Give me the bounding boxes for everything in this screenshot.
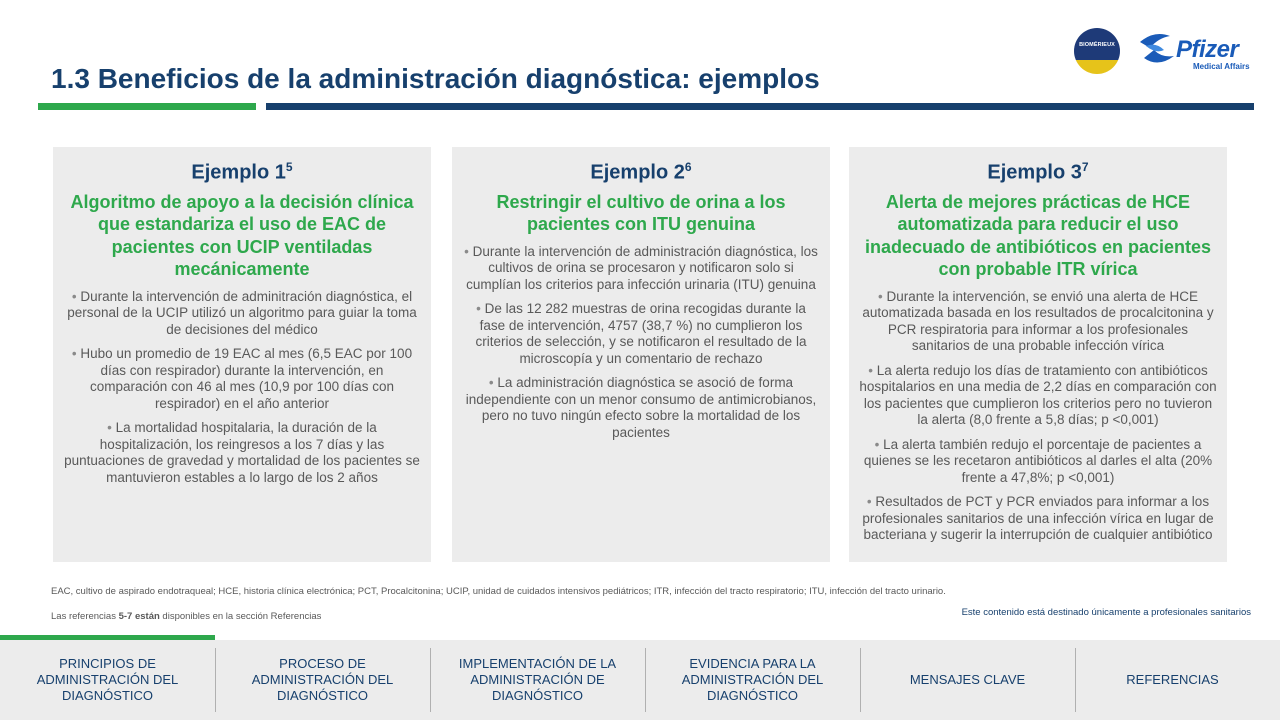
example-heading: Ejemplo $1^5$ — [191, 160, 293, 184]
example-bullets — [63, 289, 421, 487]
bullet-item: • Durante la intervención de adminitración diagnóstica, el personal de la UCIP utilizó un algoritmo para guiar la toma de decisiones del médico — [63, 289, 421, 339]
example-subtitle: Algoritmo de apoyo a la decisión clínica que estandariza el uso de EAC de pacientes con UCIP ventiladas mecánicamente — [70, 191, 414, 280]
example-heading: Ejemplo $3^7$ — [987, 160, 1089, 184]
pfizer-logo-text: Pfizer — [1176, 36, 1239, 63]
nav-item-implementacion[interactable]: IMPLEMENTACIÓN DE LA ADMINISTRACIÓN DE DIAGNÓSTICO — [458, 656, 617, 703]
bullet-item: • La administración diagnóstica se asoció de forma independiente con un menor consumo de antimicrobianos, pero no tuvo ningún efecto sobre la mortalidad de los pacientes — [462, 375, 820, 441]
title-underline-navy — [266, 103, 1254, 110]
biomerieux-logo-text: BIOMÉRIEUX — [1079, 42, 1115, 48]
example-bullets — [462, 244, 820, 442]
nav-item-evidencia[interactable]: EVIDENCIA PARA LA ADMINISTRACIÓN DEL DIAGNÓSTICO — [681, 656, 824, 703]
bullet-item: • La mortalidad hospitalaria, la duración de la hospitalización, los reingresos a los 7 días y las puntuaciones de gravedad y mortalidad de los pacientes se mantuvieron estables a lo largo de los 2 años — [63, 420, 421, 486]
title-underline-green — [38, 103, 256, 110]
bullet-item: • La alerta redujo los días de tratamiento con antibióticos hospitalarios en una media de 2,2 días en comparación con los pacientes que cumplieron los criterios pero no tuvieron la alerta (8,0 frente a 5,8 días; p <0,001) — [859, 363, 1217, 429]
biomerieux-logo — [1074, 28, 1120, 74]
hcp-notice: Este contenido está destinado únicamente a profesionales sanitarios — [961, 607, 1251, 618]
bullet-item: • Resultados de PCT y PCR enviados para informar a los profesionales sanitarios de una infección vírica en lugar de bacteriana y sugerir la interrupción de cualquier antibiótico — [859, 494, 1217, 544]
example-subtitle: Restringir el cultivo de orina a los pacientes con ITU genuina — [496, 191, 786, 235]
bullet-item: • Hubo un promedio de 19 EAC al mes (6,5 EAC por 100 días con respirador) durante la intervención, en comparación con 46 al mes (10,9 por 100 días con respirador) en el año anterior — [63, 346, 421, 412]
bullet-item: • La alerta también redujo el porcentaje de pacientes a quienes se les recetaron antibióticos al darles el alta (20% frente a 47,8%; p <0,001) — [859, 437, 1217, 487]
bottom-navigation — [0, 640, 1280, 720]
example-heading: Ejemplo $2^6$ — [590, 160, 692, 184]
nav-item-mensajes-clave[interactable]: MENSAJES CLAVE — [909, 672, 1026, 687]
bullet-item: • Durante la intervención de administración diagnóstica, los cultivos de orina se procesaron y notificaron solo si cumplían los criterios para infección urinaria (ITU) genuina — [462, 244, 820, 294]
pfizer-logo-subtitle: Medical Affairs — [1193, 62, 1250, 71]
bullet-item: • Durante la intervención, se envió una alerta de HCE automatizada basada en los resultados de procalcitonina y PCR respiratoria para informar a los profesionales sanitarios de una probable infección vírica — [859, 289, 1217, 355]
example-panel-2 — [452, 147, 830, 562]
example-panel-3 — [849, 147, 1227, 562]
bullet-item: • De las 12 282 muestras de orina recogidas durante la fase de intervención, 4757 (38,7 %) no cumplieron los criterios de selección, y se notificaron el resultado de la microscopía y un comentario de rechazo — [462, 301, 820, 367]
nav-item-proceso[interactable]: PROCESO DE ADMINISTRACIÓN DEL DIAGNÓSTICO — [251, 656, 394, 703]
page-title: 1.3 Beneficios de la administración diagnóstica: ejemplos — [51, 63, 820, 94]
pfizer-emblem-icon — [1136, 28, 1178, 70]
example-bullets — [859, 289, 1217, 544]
pfizer-logo — [1136, 28, 1256, 74]
example-panel-1 — [53, 147, 431, 562]
references-footnote: Las referencias 5-7 están disponibles en la sección Referencias — [51, 611, 322, 622]
nav-item-principios[interactable]: PRINCIPIOS DE ADMINISTRACIÓN DEL DIAGNÓSTICO — [36, 656, 179, 703]
abbreviations-footnote: EAC, cultivo de aspirado endotraqueal; HCE, historia clínica electrónica; PCT, Procalcitonina; UCIP, unidad de cuidados intensivos pediátricos; ITR, infección del tracto respiratorio; ITU, infección del tracto urinario. — [51, 586, 946, 597]
example-subtitle: Alerta de mejores prácticas de HCE automatizada para reducir el uso inadecuado de antibióticos en pacientes con probable ITR vírica — [864, 191, 1212, 280]
nav-item-referencias[interactable]: REFERENCIAS — [1126, 672, 1219, 687]
